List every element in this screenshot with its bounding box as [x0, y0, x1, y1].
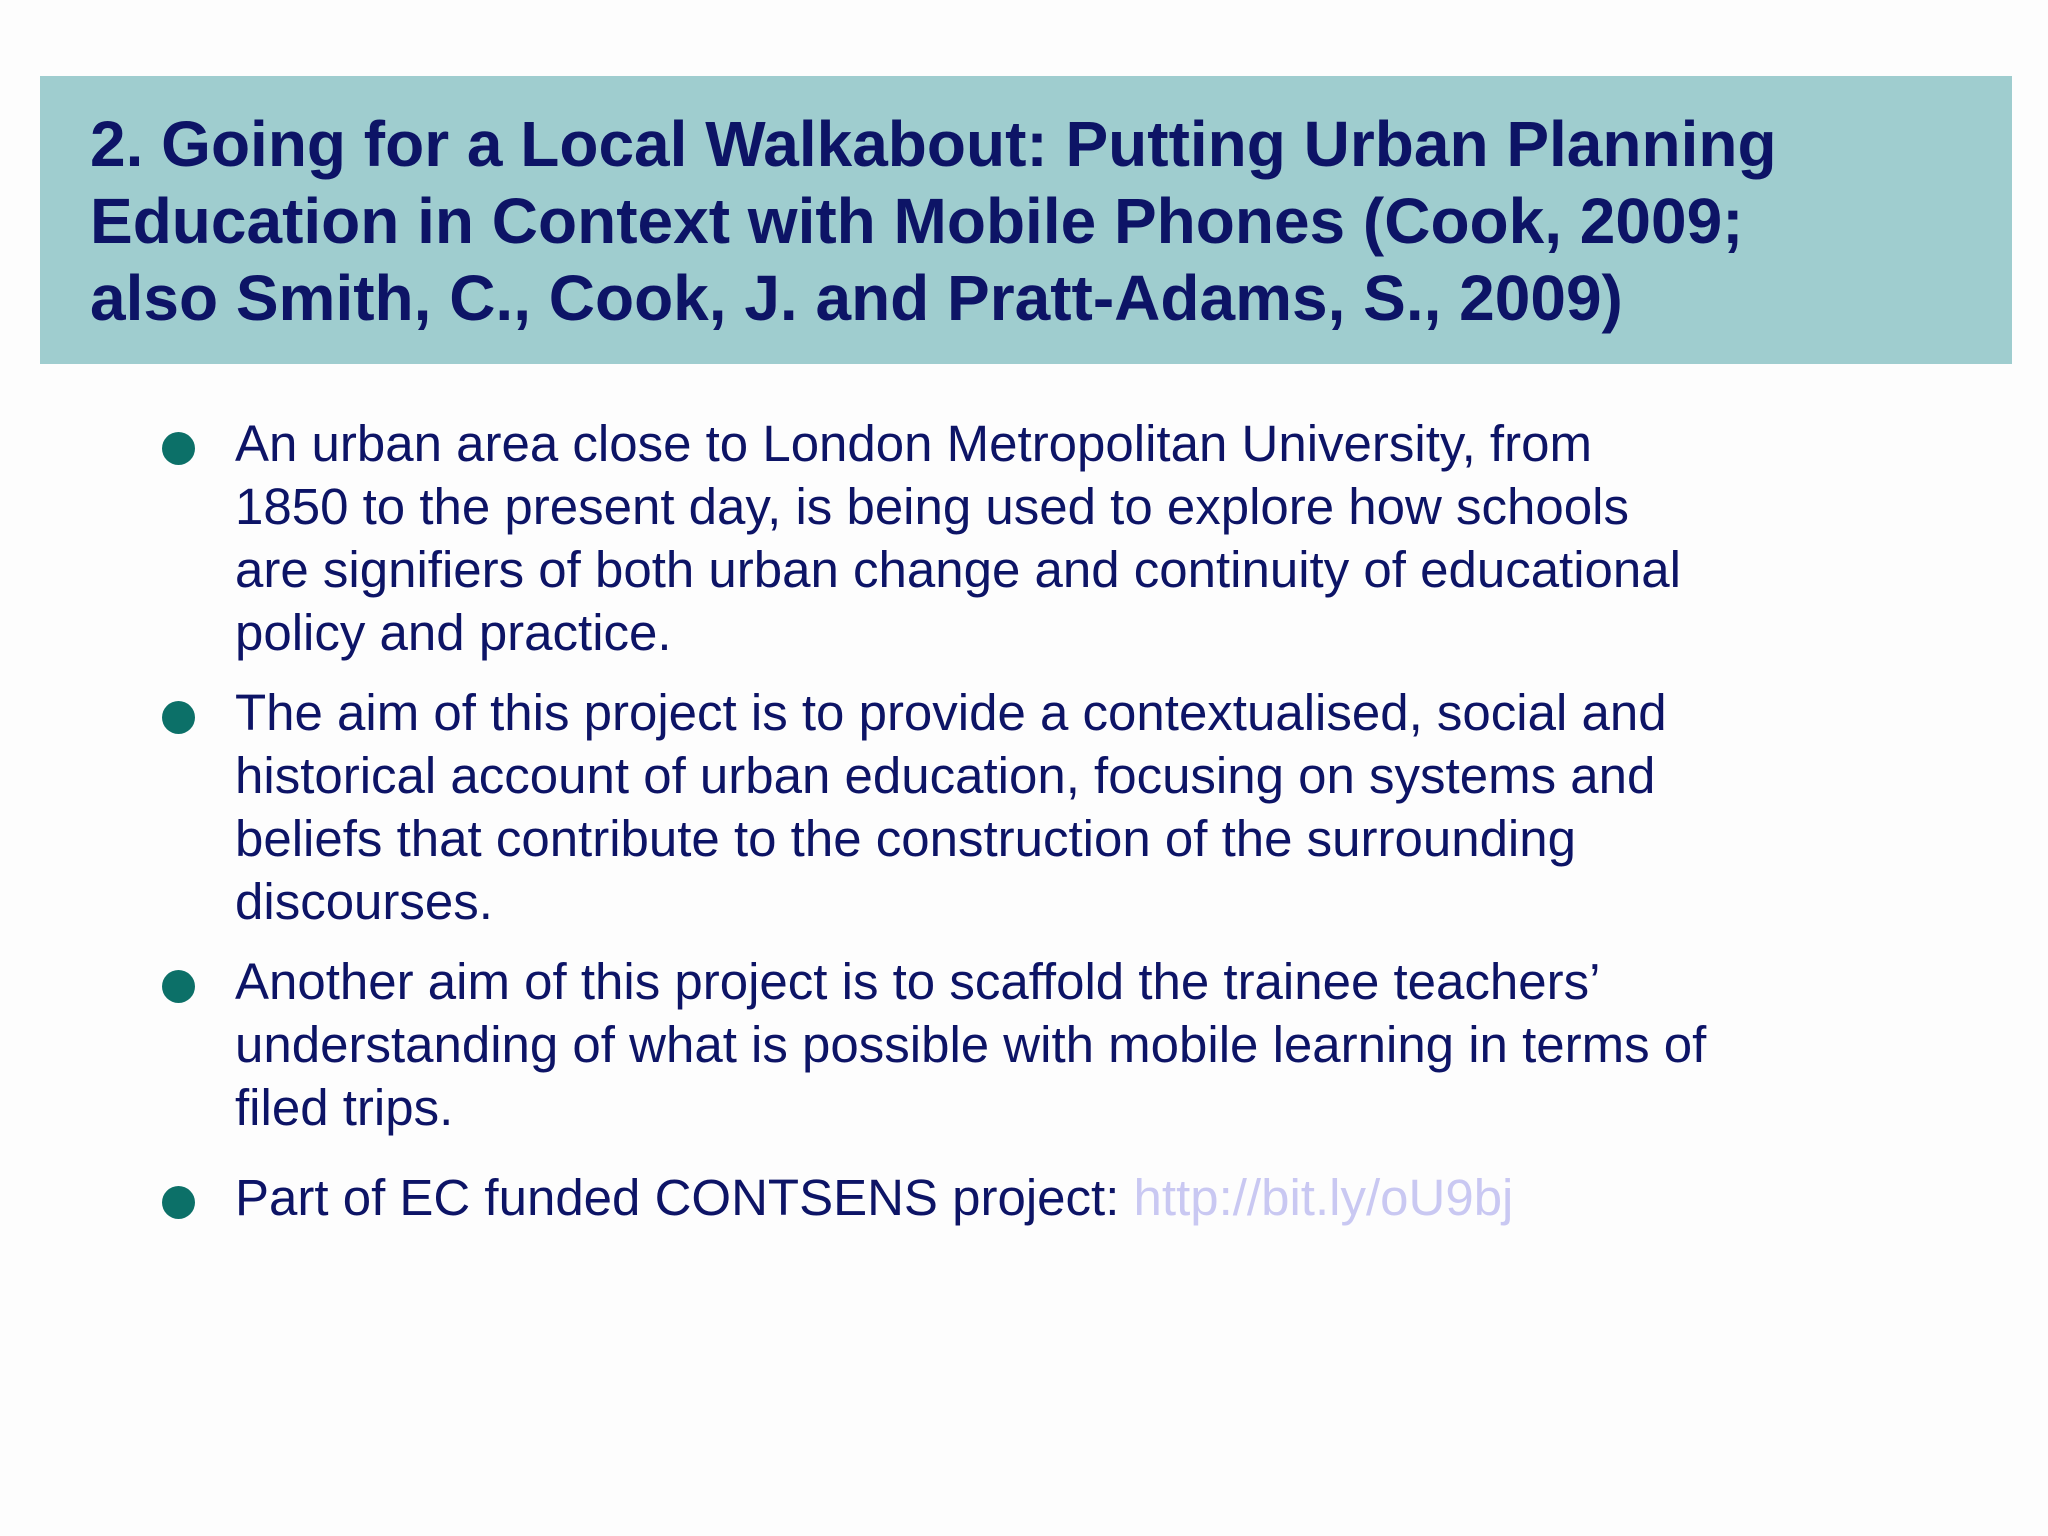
bullet-item — [160, 1166, 1920, 1229]
bullet-list — [160, 412, 1920, 1229]
bullet-text-line: historical account of urban education, focusing on systems and — [235, 747, 1656, 804]
bullet-text-line: policy and practice. — [235, 604, 672, 661]
bullet-text-line — [235, 1166, 1920, 1229]
slide-title-line: also Smith, C., Cook, J. and Pratt-Adams, S., 2009) — [90, 262, 1623, 334]
bullet-text-line: filed trips. — [235, 1079, 454, 1136]
bullet-item — [160, 950, 1920, 1139]
bullet-text-line: beliefs that contribute to the construction of the surrounding — [235, 810, 1576, 867]
bullet-text-line: are signifiers of both urban change and continuity of educational — [235, 541, 1681, 598]
bullet-text-line: 1850 to the present day, is being used to explore how schools — [235, 478, 1629, 535]
slide-title-line: Education in Context with Mobile Phones (Cook, 2009; — [90, 185, 1744, 257]
bullet-text-line: An urban area close to London Metropolitan University, from — [235, 415, 1592, 472]
slide-title-line: 2. Going for a Local Walkabout: Putting Urban Planning — [90, 108, 1777, 180]
bullet-dot-icon — [162, 701, 195, 734]
title-band — [40, 76, 2012, 364]
bullet-item — [160, 681, 1920, 933]
bullet-text-line: Another aim of this project is to scaffold the trainee teachers’ — [235, 953, 1601, 1010]
contsens-project-link[interactable]: http://bit.ly/oU9bj — [1133, 1169, 1514, 1226]
bullet-dot-icon — [162, 432, 195, 465]
bullet-text-line: understanding of what is possible with mobile learning in terms of — [235, 1016, 1707, 1073]
bullet-text-line: The aim of this project is to provide a contextualised, social and — [235, 684, 1667, 741]
bullet-item — [160, 412, 1920, 664]
bullet-text-line: discourses. — [235, 873, 493, 930]
bullet-dot-icon — [162, 970, 195, 1003]
bullet-text: Part of EC funded CONTSENS project: — [235, 1169, 1134, 1226]
bullet-dot-icon — [162, 1186, 195, 1219]
